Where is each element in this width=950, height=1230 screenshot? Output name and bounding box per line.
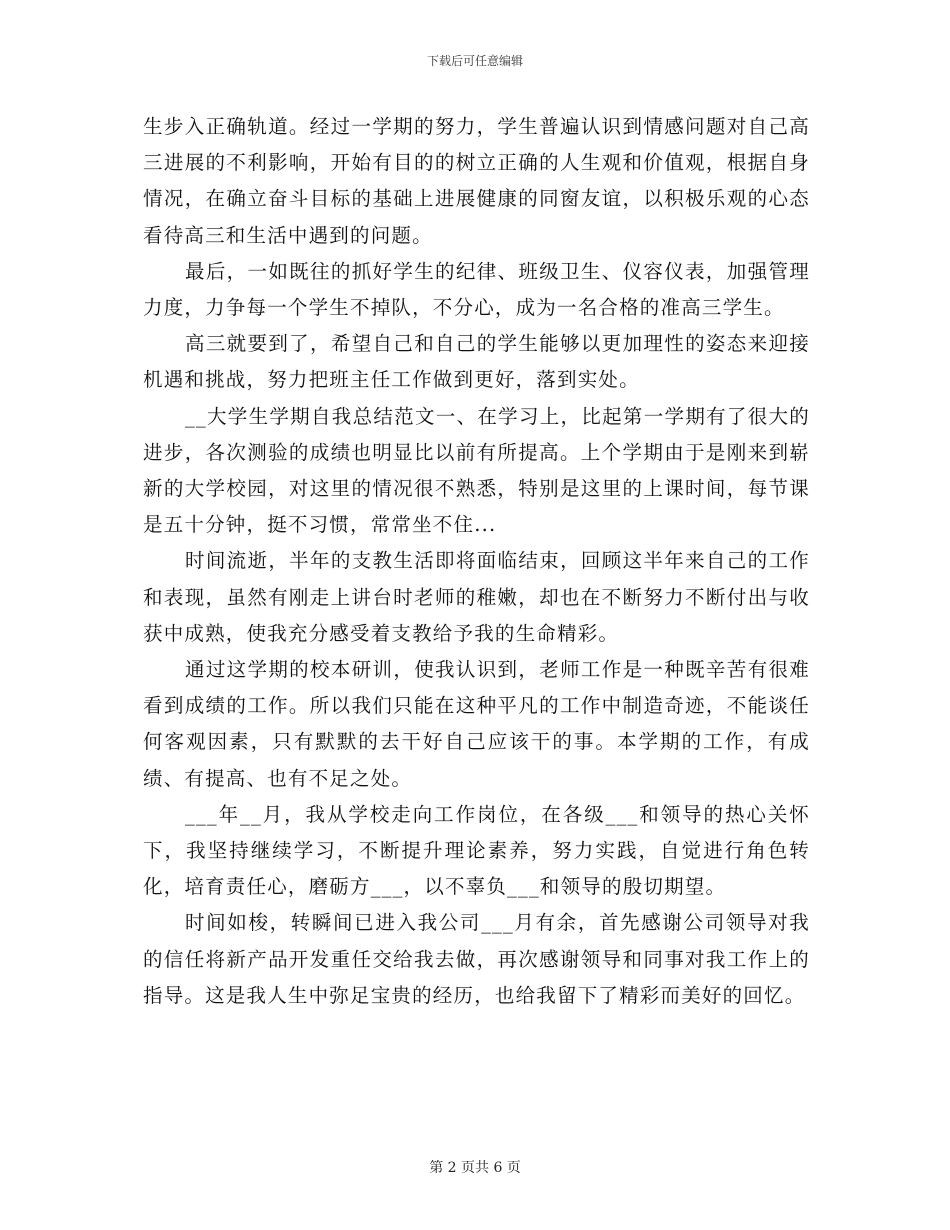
paragraph-6: 通过这学期的校本研训，使我认识到，老师工作是一种既辛苦有很难看到成绩的工作。所以我们只能在这种平凡的工作中制造奇迹，不能谈任何客观因素，只有默默的去干好自己应该干的事。本学期的工作，有成绩、有提高、也有不足之处。 xyxy=(143,658,810,790)
page-footer: 第 2 页共 6 页 xyxy=(429,1160,521,1176)
paragraph-8: 时间如梭，转瞬间已进入我公司___月有余，首先感谢公司领导对我的信任将新产品开发重任交给我去做，再次感谢领导和同事对我工作上的指导。这是我人生中弥足宝贵的经历，也给我留下了精彩而美好的回忆。 xyxy=(143,911,810,1007)
page-header: 下载后可任意编辑 xyxy=(426,54,523,68)
document-body xyxy=(143,109,810,1014)
paragraph-1: 生步入正确轨道。经过一学期的努力，学生普遍认识到情感问题对自己高三进展的不利影响，开始有目的的树立正确的人生观和价值观，根据自身情况，在确立奋斗目标的基础上进展健康的同窗友谊，以积极乐观的心态看待高三和生活中遇到的问题。 xyxy=(143,115,810,247)
paragraph-2: 最后，一如既往的抓好学生的纪律、班级卫生、仪容仪表，加强管理力度，力争每一个学生不掉队，不分心，成为一名合格的准高三学生。 xyxy=(143,259,810,320)
paragraph-5: 时间流逝，半年的支教生活即将面临结束，回顾这半年来自己的工作和表现，虽然有刚走上讲台时老师的稚嫩，却也在不断努力不断付出与收获中成熟，使我充分感受着支教给予我的生命精彩。 xyxy=(143,549,810,645)
paragraph-3: 高三就要到了，希望自己和自己的学生能够以更加理性的姿态来迎接机遇和挑战，努力把班主任工作做到更好，落到实处。 xyxy=(143,332,810,392)
paragraph-7: ___年__月，我从学校走向工作岗位，在各级___和领导的热心关怀下，我坚持继续学习，不断提升理论素养，努力实践，自觉进行角色转化，培育责任心，磨砺方___，以不辜负___和领导的殷切期望。 xyxy=(143,802,810,899)
paragraph-4: __大学生学期自我总结范文一、在学习上，比起第一学期有了很大的进步，各次测验的成绩也明显比以前有所提高。上个学期由于是刚来到崭新的大学校园，对这里的情况很不熟悉，特别是这里的上课时间，每节课是五十分钟，挺不习惯，常常坐不住... xyxy=(143,404,810,537)
